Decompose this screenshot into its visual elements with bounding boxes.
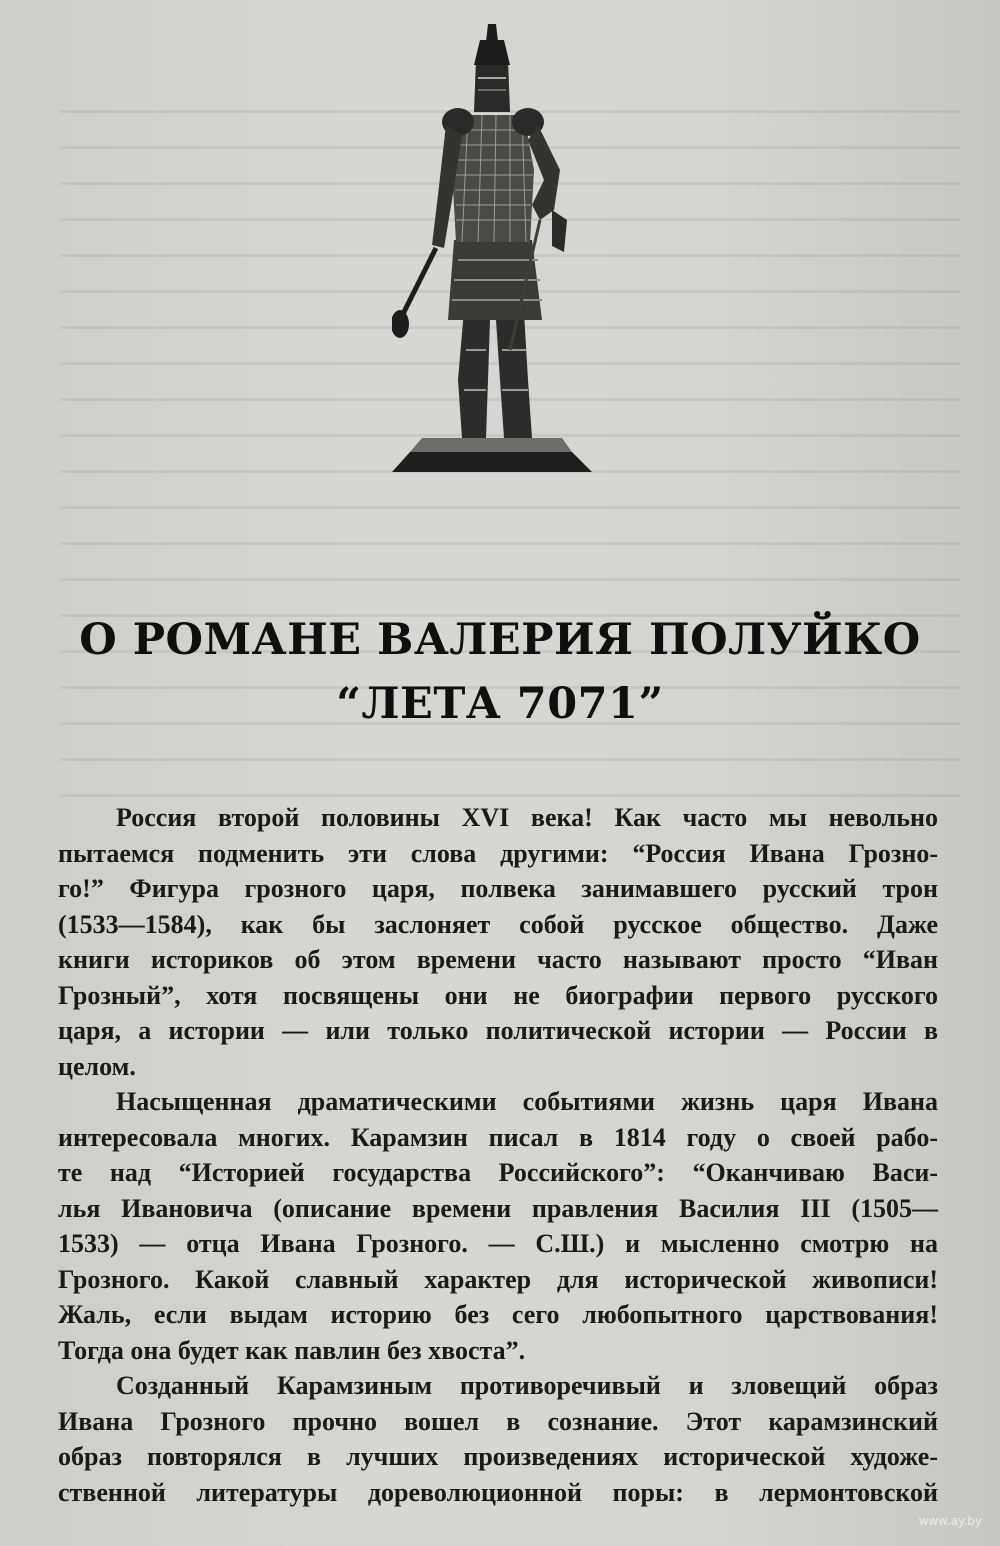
- text-line: книги историков об этом времени часто называют просто “Иван: [58, 945, 938, 974]
- text-line: пытаемся подменить эти слова другими: “Россия Ивана Грозно-: [58, 838, 938, 868]
- text-line: целом.: [58, 1051, 136, 1081]
- text-line: Тогда она будет как павлин без хвоста”.: [58, 1335, 526, 1365]
- chapter-title-line-2: “ЛЕТА 7071”: [336, 679, 664, 729]
- text-line: царя, а истории — или только политической истории — России в: [58, 1016, 938, 1045]
- text-line: лья Ивановича (описание времени правления Василия III (1505—: [58, 1193, 938, 1223]
- chapter-title-line-1: О РОМАНЕ ВАЛЕРИЯ ПОЛУЙКО: [79, 615, 921, 665]
- text-line: образ повторялся в лучших произведениях исторической художе-: [58, 1442, 938, 1471]
- text-line: Жаль, если выдам историю без сего любопытного царствования!: [58, 1300, 938, 1329]
- text-line: 1533) — отца Ивана Грозного. — С.Ш.) и мысленно смотрю на: [58, 1229, 938, 1258]
- body-text: [58, 800, 938, 1510]
- text-line: Насыщенная драматическими событиями жизнь царя Ивана: [116, 1087, 938, 1116]
- text-line: го!” Фигура грозного царя, полвека занимавшего русский трон: [58, 874, 938, 903]
- text-line: интересовала многих. Карамзин писал в 1814 году о своей рабо-: [58, 1122, 938, 1152]
- text-line: Грозного. Какой славный характер для исторической живописи!: [58, 1264, 938, 1294]
- text-line: Россия второй половины XVI века! Как часто мы невольно: [116, 803, 938, 832]
- text-line: те над “Историей государства Российского”: “Оканчиваю Васи-: [58, 1158, 938, 1187]
- text-line: ственной литературы дореволюционной поры: в лермонтовской: [58, 1477, 938, 1507]
- watermark: www.ay.by: [918, 1514, 982, 1528]
- text-line: Грозный”, хотя посвящены они не биографии первого русского: [58, 980, 938, 1010]
- text-line: Ивана Грозного прочно вошел в сознание. Этот карамзинский: [58, 1406, 938, 1436]
- text-line: (1533—1584), как бы заслоняет собой русское общество. Даже: [58, 909, 938, 939]
- chapter-title: [40, 608, 960, 736]
- knight-in-armor-statue-icon: [392, 20, 592, 475]
- text-line: Созданный Карамзиным противоречивый и зловещий образ: [116, 1371, 938, 1400]
